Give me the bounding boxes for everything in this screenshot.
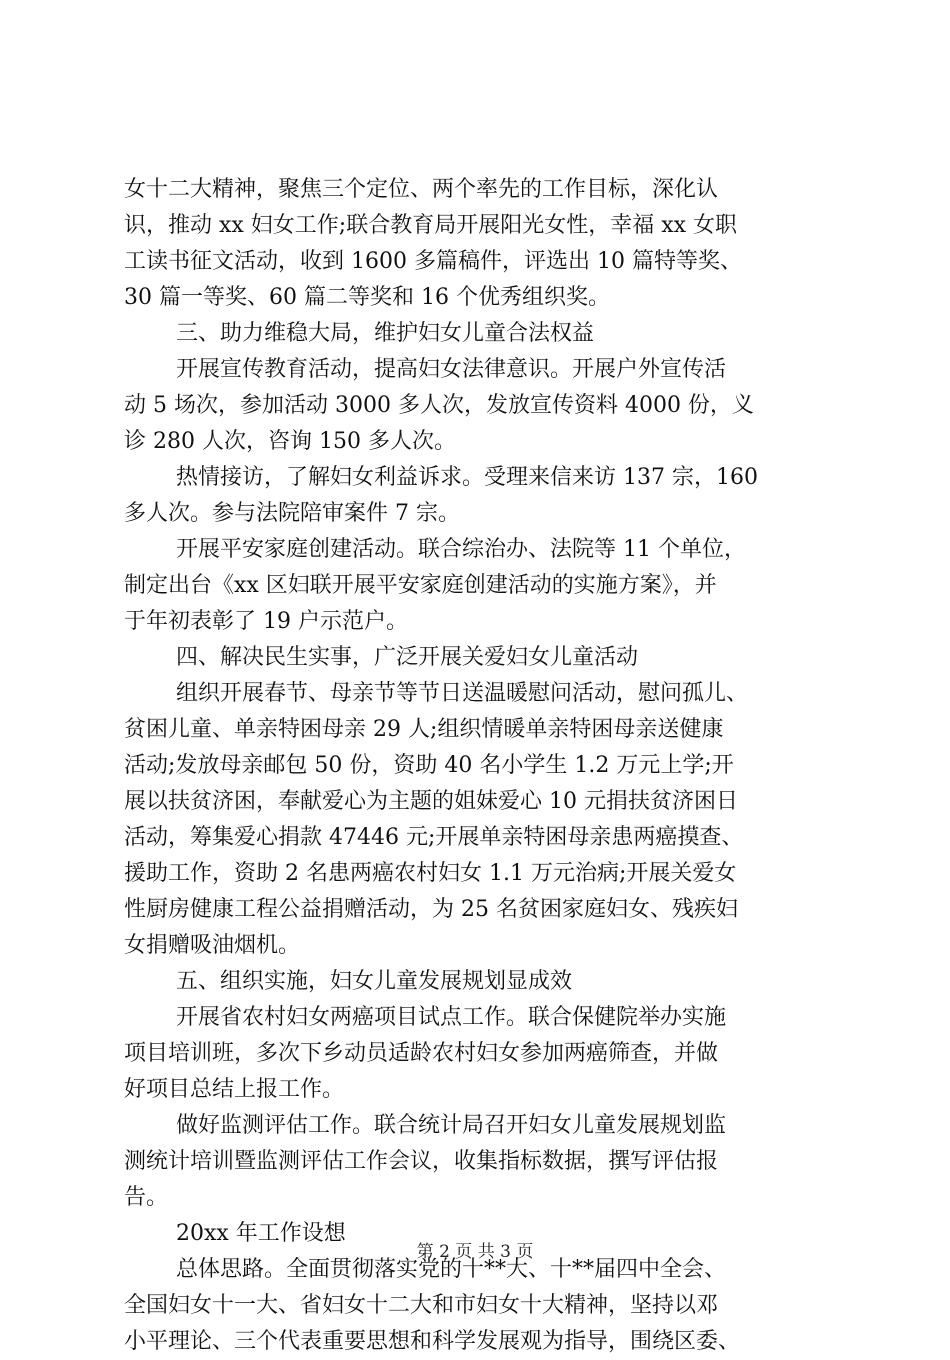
text-line: 测统计培训暨监测评估工作会议，收集指标数据，撰写评估报: [124, 1149, 719, 1174]
text-line: 20xx 年工作设想: [176, 1221, 346, 1246]
text-line: 活动，筹集爱心捐款 47446 元;开展单亲特困母亲患两癌摸查、: [124, 825, 744, 850]
text-line: 多人次。参与法院陪审案件 7 宗。: [124, 501, 460, 526]
text-line: 动 5 场次，参加活动 3000 多人次，发放宣传资料 4000 份，义: [124, 393, 754, 418]
text-line: 做好监测评估工作。联合统计局召开妇女儿童发展规划监: [176, 1113, 727, 1138]
text-line: 好项目总结上报工作。: [124, 1077, 345, 1102]
text-line: 制定出台《xx 区妇联开展平安家庭创建活动的实施方案》，并: [124, 573, 717, 598]
text-line: 开展宣传教育活动，提高妇女法律意识。开展户外宣传活: [176, 357, 727, 382]
text-line: 小平理论、三个代表重要思想和科学发展观为指导，围绕区委、: [124, 1329, 741, 1354]
text-line: 识，推动 xx 妇女工作;联合教育局开展阳光女性，幸福 xx 女职: [124, 213, 738, 238]
text-line: 援助工作，资助 2 名患两癌农村妇女 1.1 万元治病;开展关爱女: [124, 861, 737, 886]
text-line: 贫困儿童、单亲特困母亲 29 人;组织情暖单亲特困母亲送健康: [124, 717, 724, 742]
text-line: 全国妇女十一大、省妇女十二大和市妇女十大精神，坚持以邓: [124, 1293, 719, 1318]
text-line: 展以扶贫济困，奉献爱心为主题的姐妹爱心 10 元捐扶贫济困日: [124, 789, 738, 814]
text-line: 开展省农村妇女两癌项目试点工作。联合保健院举办实施: [176, 1005, 727, 1030]
text-line: 女捐赠吸油烟机。: [124, 933, 301, 958]
text-line: 30 篇一等奖、60 篇二等奖和 16 个优秀组织奖。: [124, 285, 610, 310]
text-line: 工读书征文活动，收到 1600 多篇稿件，评选出 10 篇特等奖、: [124, 249, 742, 274]
text-line: 告。: [124, 1185, 169, 1210]
text-line: 活动;发放母亲邮包 50 份，资助 40 名小学生 1.2 万元上学;开: [124, 753, 734, 778]
document-body: [124, 172, 840, 1360]
page-footer: 第 2 页 共 3 页: [416, 1242, 534, 1262]
text-line: 开展平安家庭创建活动。联合综治办、法院等 11 个单位，: [176, 537, 746, 562]
text-line: 于年初表彰了 19 户示范户。: [124, 609, 408, 634]
text-line: 五、组织实施，妇女儿童发展规划显成效: [176, 969, 573, 994]
text-line: 性厨房健康工程公益捐赠活动，为 25 名贫困家庭妇女、残疾妇: [124, 897, 738, 922]
text-line: 三、助力维稳大局，维护妇女儿童合法权益: [176, 321, 595, 346]
text-line: 女十二大精神，聚焦三个定位、两个率先的工作目标，深化认: [124, 177, 719, 202]
text-line: 总体思路。全面贯彻落实党的十**大、十**届四中全会、: [176, 1257, 727, 1282]
text-line: 热情接访，了解妇女利益诉求。受理来信来访 137 宗，160: [176, 465, 758, 490]
text-line: 组织开展春节、母亲节等节日送温暖慰问活动，慰问孤儿、: [176, 681, 749, 706]
text-line: 四、解决民生实事，广泛开展关爱妇女儿童活动: [176, 645, 639, 670]
text-line: 诊 280 人次，咨询 150 多人次。: [124, 429, 456, 454]
text-line: 项目培训班，多次下乡动员适龄农村妇女参加两癌筛查，并做: [124, 1041, 719, 1066]
